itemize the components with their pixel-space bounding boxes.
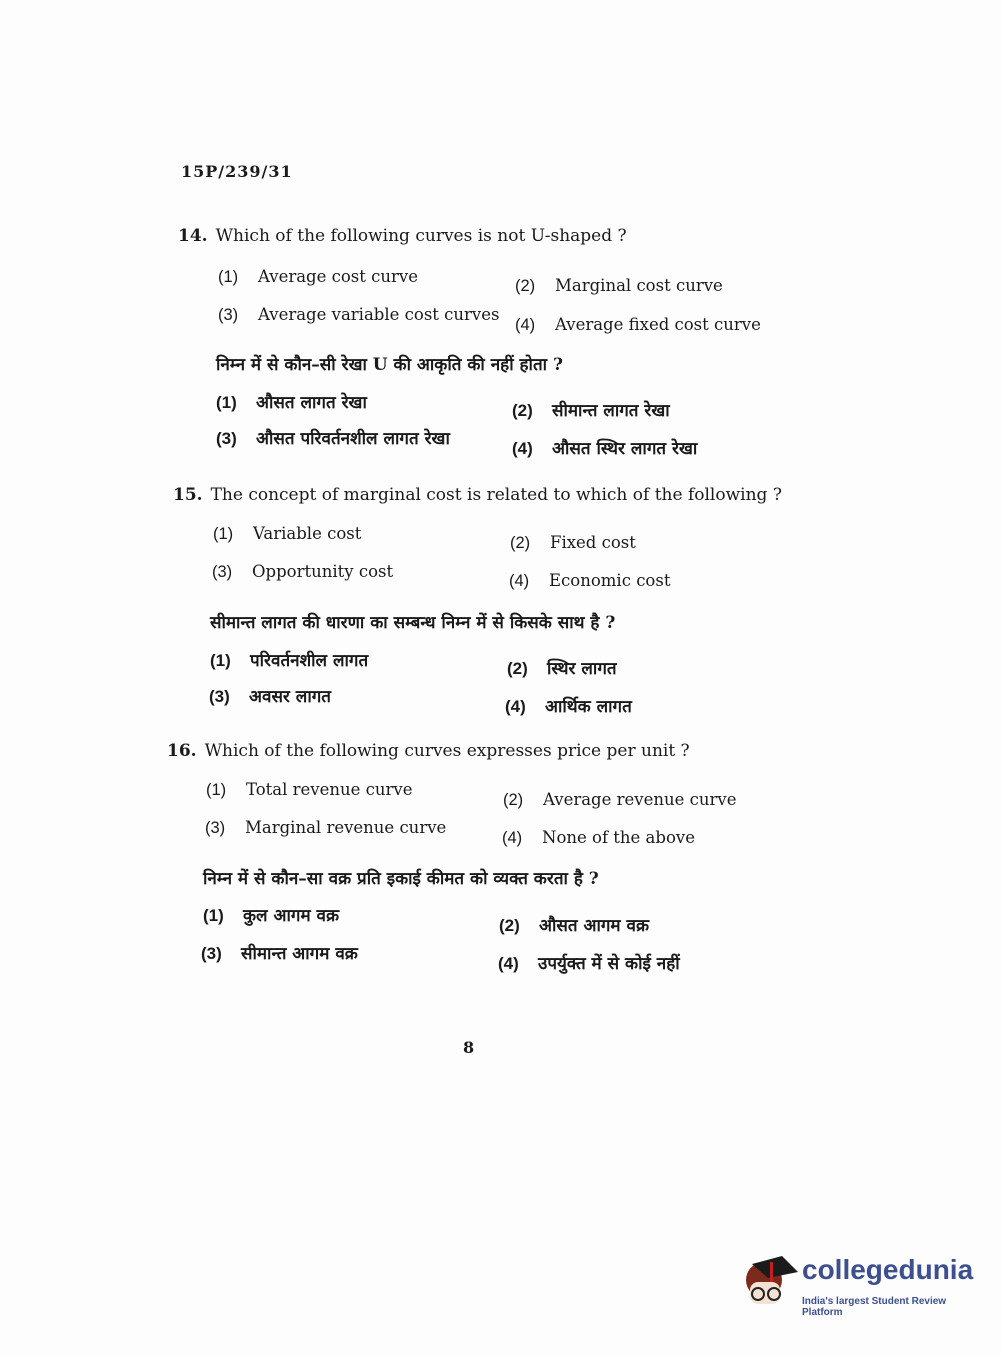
hindi-option — [507, 656, 617, 679]
option — [503, 790, 736, 810]
hindi-option — [203, 903, 339, 926]
option — [502, 828, 695, 848]
option-number: (2) — [503, 791, 524, 809]
question-16 — [167, 741, 690, 761]
option-number: (4) — [502, 829, 523, 847]
option-text: Marginal revenue curve — [245, 818, 447, 837]
option-text: आर्थिक लागत — [545, 697, 632, 717]
hindi-option — [216, 426, 450, 449]
question-number: 16. — [167, 741, 197, 761]
option-number: (3) — [218, 306, 239, 324]
hindi-option — [201, 941, 358, 964]
option-number: (2) — [515, 277, 536, 295]
option-number: (1) — [216, 393, 237, 412]
hindi-question-text: निम्न में से कौन–सा वक्र प्रति इकाई कीमत को व्यक्त करता है ? — [203, 869, 599, 889]
option-number: (2) — [510, 534, 531, 552]
hindi-option — [512, 398, 670, 421]
option-text: औसत आगम वक्र — [539, 916, 650, 936]
hindi-option — [499, 913, 649, 936]
option — [206, 780, 413, 800]
option-number: (1) — [213, 525, 234, 543]
option-number: (4) — [498, 954, 519, 973]
option-number: (4) — [505, 697, 526, 716]
option — [515, 315, 761, 335]
paper-code: 15P/239/31 — [181, 162, 293, 181]
option — [218, 267, 418, 287]
question-text: The concept of marginal cost is related to which of the following ? — [210, 485, 782, 505]
option-number: (2) — [507, 659, 528, 678]
option-text: Average fixed cost curve — [555, 315, 761, 334]
brand-tagline: India's largest Student Review Platform — [802, 1296, 947, 1318]
option-text: Average variable cost curves — [258, 305, 500, 324]
option-text: Opportunity cost — [252, 562, 394, 581]
option-text: स्थिर लागत — [547, 659, 617, 679]
option-number: (4) — [509, 572, 530, 590]
option-text: औसत लागत रेखा — [256, 393, 367, 413]
question-text: Which of the following curves is not U-shaped ? — [215, 226, 627, 246]
option-number: (1) — [218, 268, 239, 286]
option — [509, 571, 670, 591]
option-text: Average cost curve — [258, 267, 418, 286]
option-number: (3) — [216, 429, 237, 448]
option-number: (3) — [201, 944, 222, 963]
hindi-option — [209, 684, 331, 707]
option — [515, 276, 723, 296]
option — [205, 818, 446, 838]
option-number: (4) — [512, 439, 533, 458]
hindi-option — [512, 436, 697, 459]
option-number: (4) — [515, 316, 536, 334]
hindi-option — [498, 951, 680, 974]
option-text: उपर्युक्त में से कोई नहीं — [538, 954, 680, 974]
option — [218, 305, 499, 325]
option-number: (3) — [205, 819, 226, 837]
option-text: Economic cost — [549, 571, 671, 590]
page-number: 8 — [463, 1038, 475, 1057]
brand-name: collegedunia — [802, 1254, 974, 1285]
option — [213, 524, 361, 544]
question-number: 15. — [173, 485, 203, 505]
option-number: (2) — [512, 401, 533, 420]
option-text: None of the above — [542, 828, 695, 847]
option-text: परिवर्तनशील लागत — [250, 651, 369, 671]
question-14 — [178, 226, 627, 246]
option — [212, 562, 393, 582]
option-text: सीमान्त लागत रेखा — [552, 401, 670, 421]
question-number: 14. — [178, 226, 208, 246]
option-text: Fixed cost — [550, 533, 636, 552]
option-number: (1) — [203, 906, 224, 925]
option-text: Total revenue curve — [246, 780, 413, 799]
option-text: Marginal cost curve — [555, 276, 723, 295]
option — [510, 533, 636, 553]
hindi-question-text: सीमान्त लागत की धारणा का सम्बन्ध निम्न में से किसके साथ है ? — [210, 613, 616, 633]
option-number: (1) — [210, 651, 231, 670]
hindi-question-text: निम्न में से कौन–सी रेखा U की आकृति की नहीं होता ? — [216, 355, 563, 375]
option-number: (3) — [212, 563, 233, 581]
question-15 — [173, 485, 782, 505]
hindi-option — [505, 694, 632, 717]
option-number: (3) — [209, 687, 230, 706]
hindi-option — [210, 648, 368, 671]
collegedunia-watermark — [742, 1250, 974, 1318]
option-text: Average revenue curve — [543, 790, 737, 809]
question-text: Which of the following curves expresses price per unit ? — [204, 741, 690, 761]
option-text: सीमान्त आगम वक्र — [241, 944, 358, 964]
option-text: औसत स्थिर लागत रेखा — [552, 439, 698, 459]
hindi-option — [216, 390, 367, 413]
option-number: (2) — [499, 916, 520, 935]
mascot-logo-icon — [742, 1250, 800, 1312]
option-text: कुल आगम वक्र — [243, 906, 340, 926]
option-text: औसत परिवर्तनशील लागत रेखा — [256, 429, 450, 449]
option-text: अवसर लागत — [249, 687, 331, 707]
option-number: (1) — [206, 781, 227, 799]
option-text: Variable cost — [253, 524, 362, 543]
